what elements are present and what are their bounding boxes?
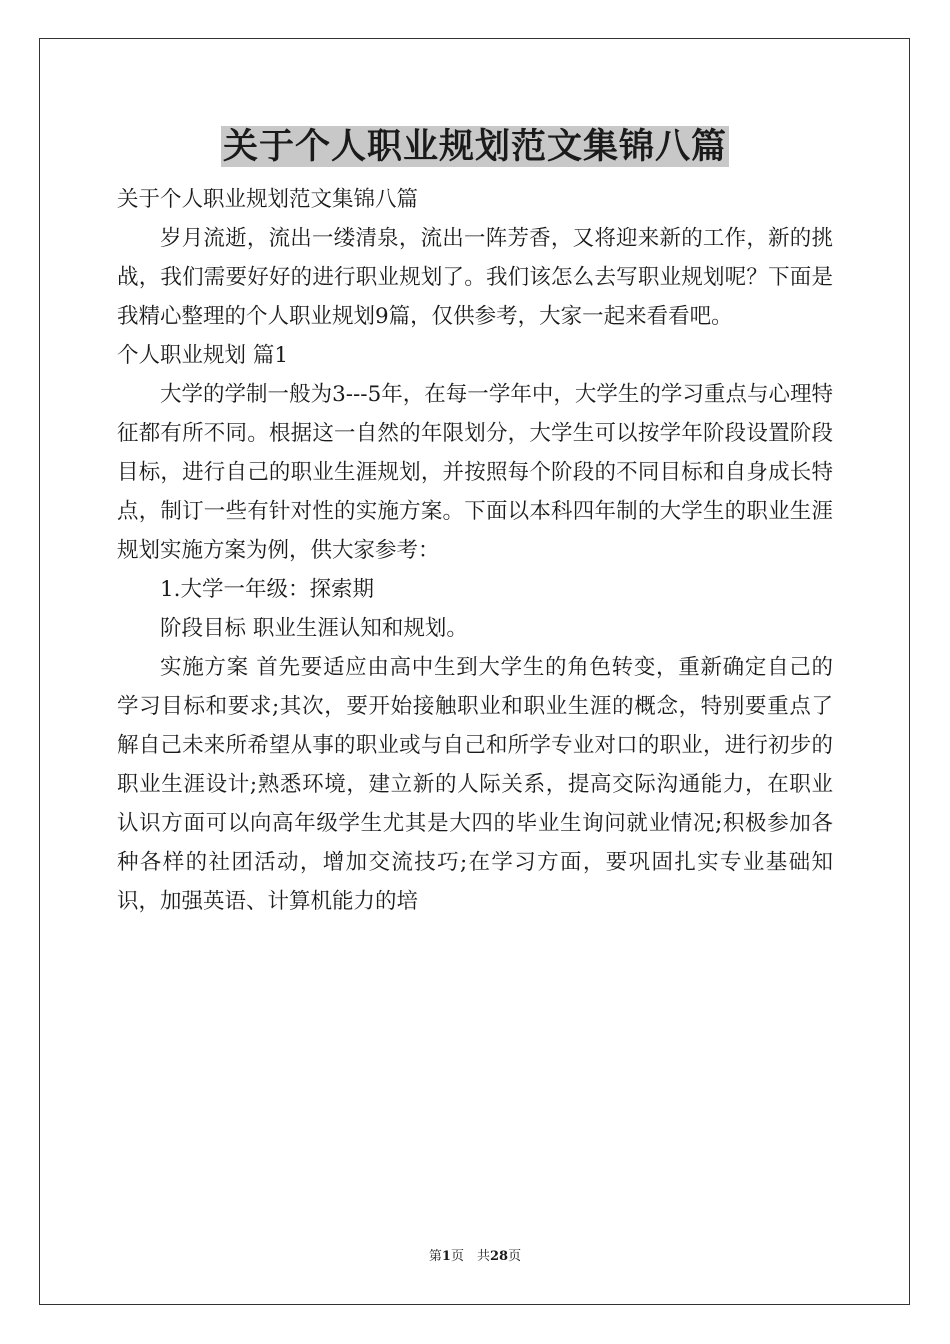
page-mid: 页 共: [450, 1249, 490, 1264]
page-prefix: 第: [428, 1249, 442, 1264]
document-body: [117, 180, 833, 921]
document-title: [0, 124, 950, 170]
page-current: 1: [441, 1249, 451, 1264]
document-subtitle: 关于个人职业规划范文集锦八篇: [117, 187, 419, 212]
page-suffix: 页: [508, 1249, 522, 1264]
section-heading: 个人职业规划 篇1: [117, 343, 289, 368]
stage-plan: 实施方案 首先要适应由高中生到大学生的角色转变，重新确定自己的学习目标和要求;其次，要开始接触职业和职业生涯的概念，特别要重点了解自己未来所希望从事的职业或与自己和所学专业对口的职业，进行初步的职业生涯设计;熟悉环境，建立新的人际关系，提高交际沟通能力，在职业认识方面可以向高年级学生尤其是大四的毕业生询问就业情况;积极参加各种各样的社团活动，增加交流技巧;在学习方面，要巩固扎实专业基础知识，加强英语、计算机能力的培: [117, 655, 833, 914]
paragraph-body: 大学的学制一般为3---5年，在每一学年中，大学生的学习重点与心理特征都有所不同。根据这一自然的年限划分，大学生可以按学年阶段设置阶段目标，进行自己的职业生涯规划，并按照每个阶段的不同目标和自身成长特点，制订一些有针对性的实施方案。下面以本科四年制的大学生的职业生涯规划实施方案为例，供大家参考：: [117, 382, 833, 563]
paragraph-intro: 岁月流逝，流出一缕清泉，流出一阵芳香，又将迎来新的工作，新的挑战，我们需要好好的进行职业规划了。我们该怎么去写职业规划呢？下面是我精心整理的个人职业规划9篇，仅供参考，大家一起来看看吧。: [117, 226, 833, 329]
page-footer: [0, 1248, 950, 1266]
stage-heading: 1.大学一年级：探索期: [160, 577, 375, 602]
page-total: 28: [489, 1249, 509, 1264]
document-title-text: 关于个人职业规划范文集锦八篇: [222, 126, 727, 167]
stage-goal: 阶段目标 职业生涯认知和规划。: [160, 616, 468, 641]
